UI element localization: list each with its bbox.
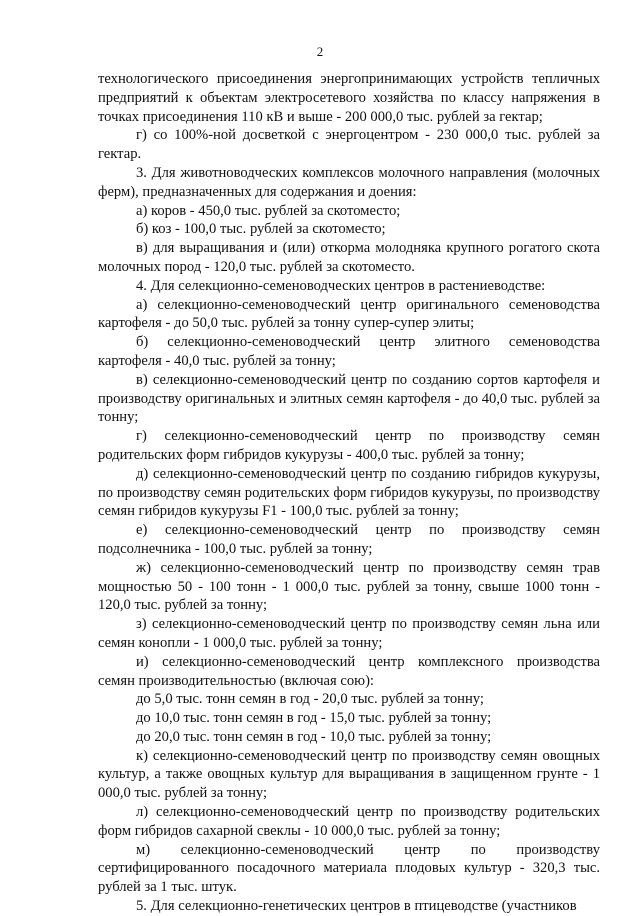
- paragraph-3v: в) для выращивания и (или) откорма молодняка крупного рогатого скота молочных пород - 120,0 тыс. рублей за скотоместо.: [98, 240, 600, 275]
- paragraph-4i-tier-2: до 10,0 тыс. тонн семян в год - 15,0 тыс. рублей за тонну;: [136, 710, 492, 727]
- paragraph-4b: б) селекционно-семеноводческий центр элитного семеноводства картофеля - 40,0 тыс. рублей за тонну;: [98, 334, 600, 369]
- paragraph-section-5: 5. Для селекционно-генетических центров в птицеводстве (участников: [136, 898, 577, 915]
- paragraph-3a: а) коров - 450,0 тыс. рублей за скотоместо;: [136, 202, 401, 219]
- document-body: [98, 70, 600, 916]
- paragraph-4m: м) селекционно-семеноводческий центр по производству сертифицированного посадочного материала плодовых культур - 320,3 тыс. рублей за 1 тыс. штук.: [98, 841, 600, 896]
- paragraph-4a: а) селекционно-семеноводческий центр оригинального семеноводства картофеля - до 50,0 тыс. рублей за тонну супер-супер элиты;: [98, 296, 600, 332]
- paragraph-section-4: 4. Для селекционно-семеноводческих центров в растениеводстве:: [136, 277, 546, 294]
- paragraph-continuation: технологического присоединения энергопринимающих устройств тепличных предприятий к объектам электросетевого хозяйства по классу напряжения в точках присоединения 110 кВ и выше - 200 000,0 тыс. рублей за гектар;: [98, 71, 600, 125]
- paragraph-3b: б) коз - 100,0 тыс. рублей за скотоместо;: [136, 221, 386, 238]
- paragraph-2g: г) со 100%-ной досветкой с энергоцентром - 230 000,0 тыс. рублей за гектар.: [98, 127, 600, 163]
- paragraph-4k: к) селекционно-семеноводческий центр по производству семян овощных культур, а также овощных культур для выращивания в защищенном грунте - 1 000,0 тыс. рублей за тонну;: [98, 747, 600, 802]
- paragraph-4l: л) селекционно-семеноводческий центр по производству родительских форм гибридов сахарной свеклы - 10 000,0 тыс. рублей за тонну;: [98, 804, 600, 839]
- page-number: 2: [316, 44, 324, 59]
- paragraph-4i-tier-3: до 20,0 тыс. тонн семян в год - 10,0 тыс. рублей за тонну;: [136, 728, 492, 745]
- paragraph-4v: в) селекционно-семеноводческий центр по созданию сортов картофеля и производству оригинальных и элитных семян картофеля - до 40,0 тыс. рублей за тонну;: [98, 371, 600, 426]
- paragraph-4i-tier-1: до 5,0 тыс. тонн семян в год - 20,0 тыс. рублей за тонну;: [136, 691, 484, 708]
- paragraph-4e: е) селекционно-семеноводческий центр по производству семян подсолнечника - 100,0 тыс. рублей за тонну;: [98, 522, 600, 557]
- paragraph-section-3: 3. Для животноводческих комплексов молочного направления (молочных ферм), предназначенных для содержания и доения:: [98, 164, 600, 200]
- paragraph-4i: и) селекционно-семеноводческий центр комплексного производства семян производительностью (включая сою):: [98, 653, 600, 689]
- paragraph-4z: з) селекционно-семеноводческий центр по производству семян льна или семян конопли - 1 000,0 тыс. рублей за тонну;: [98, 616, 600, 651]
- paragraph-4g: г) селекционно-семеноводческий центр по производству семян родительских форм гибридов кукурузы - 400,0 тыс. рублей за тонну;: [98, 428, 600, 463]
- paragraph-4zh: ж) селекционно-семеноводческий центр по производству семян трав мощностью 50 - 100 тонн - 1 000,0 тыс. рублей за тонну, свыше 1000 тонн - 120,0 тыс. рублей за тонну;: [98, 559, 600, 614]
- paragraph-4d: д) селекционно-семеноводческий центр по созданию гибридов кукурузы, по производству семян родительских форм гибридов кукурузы, по производству семян гибридов кукурузы F1 - 100,0 тыс. рублей за тонну;: [98, 465, 600, 520]
